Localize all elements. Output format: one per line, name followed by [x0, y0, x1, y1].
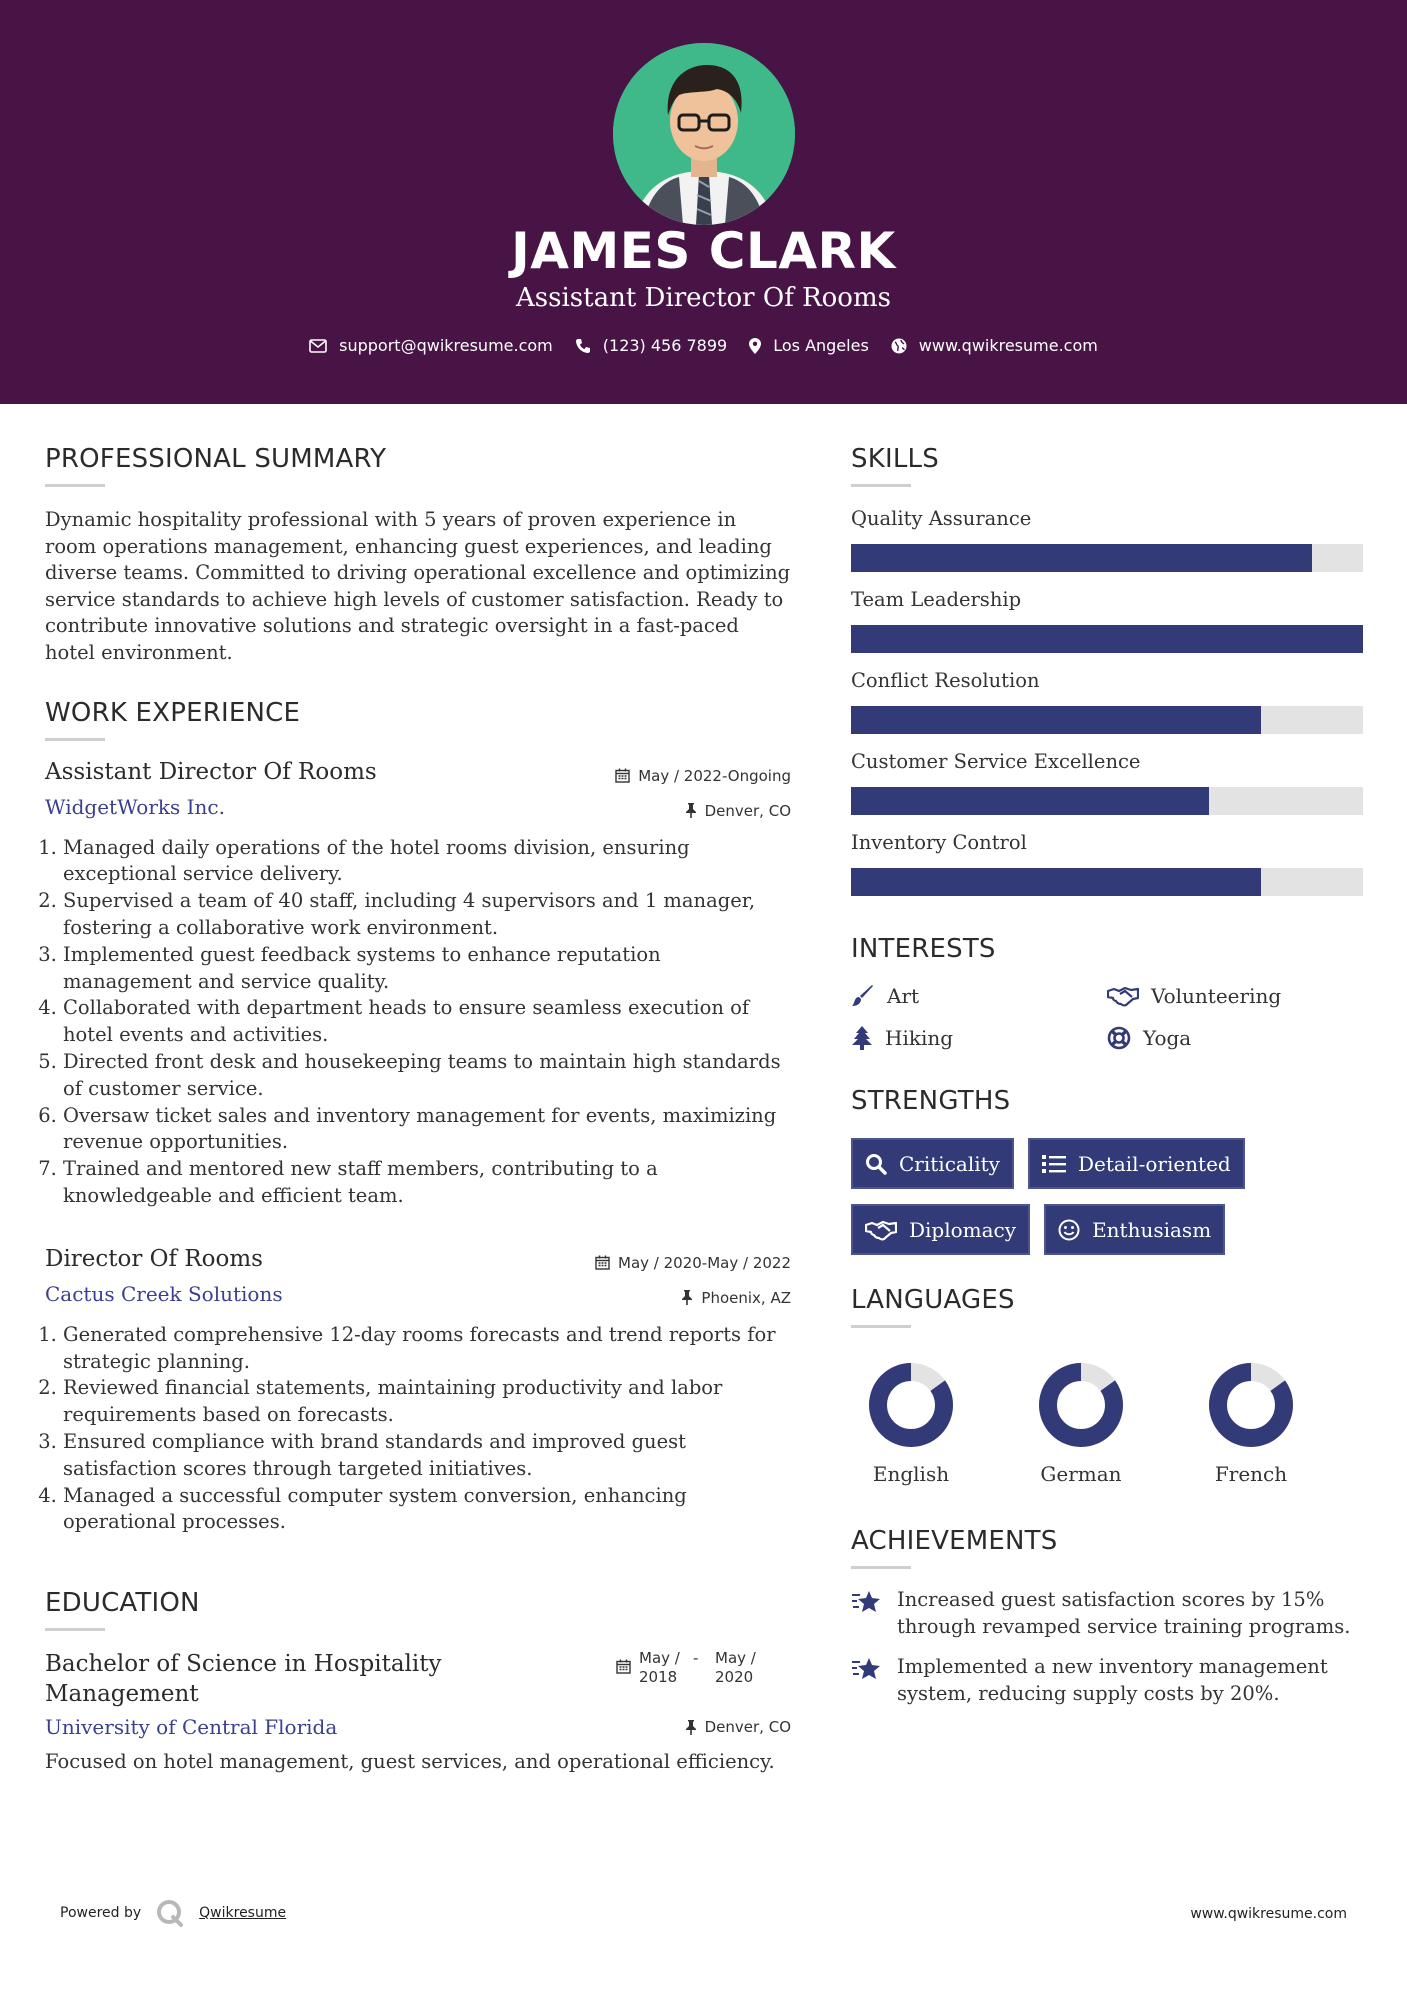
- strength-label: Criticality: [899, 1151, 1000, 1176]
- achievement-item: [851, 1654, 1363, 1707]
- section-divider: [851, 1325, 911, 1328]
- education-entry: [45, 1649, 791, 1776]
- language-donut: [868, 1362, 954, 1448]
- language-label: German: [1040, 1462, 1122, 1486]
- job-dates-text: May / 2022-Ongoing: [638, 766, 791, 785]
- interests-section: [851, 934, 1363, 1050]
- contact-email-text: support@qwikresume.com: [339, 336, 553, 355]
- resume-header: [0, 0, 1407, 404]
- education-description: Focused on hotel management, guest services, and operational efficiency.: [45, 1750, 775, 1774]
- skill-label: Customer Service Excellence: [851, 750, 1141, 773]
- job-entry: [45, 1246, 791, 1536]
- footer-website[interactable]: www.qwikresume.com: [1190, 1906, 1347, 1922]
- strength-tag: [851, 1204, 1030, 1255]
- job-dates-text: May / 2020-May / 2022: [618, 1253, 791, 1272]
- job-location-text: Phoenix, AZ: [701, 1288, 791, 1307]
- skill-bar-fill: [851, 544, 1312, 572]
- skill-bar-fill: [851, 787, 1209, 815]
- education-end: May / 2020: [715, 1649, 756, 1687]
- languages-section: [851, 1285, 1363, 1486]
- calendar-icon: [615, 768, 630, 783]
- list-item: 1. Generated comprehensive 12-day rooms forecasts and trend reports for strategic planning.: [63, 1322, 791, 1376]
- contact-phone[interactable]: [575, 336, 727, 355]
- achievement-text: Implemented a new inventory management system, reducing supply costs by 20%.: [897, 1655, 1328, 1705]
- strength-tag: [1044, 1204, 1225, 1255]
- achievements-section: [851, 1526, 1363, 1707]
- strength-label: Enthusiasm: [1092, 1217, 1212, 1242]
- candidate-role: Assistant Director Of Rooms: [516, 283, 891, 313]
- person-portrait-icon: [613, 43, 795, 225]
- education-title: EDUCATION: [45, 1588, 200, 1619]
- achievements-title: ACHIEVEMENTS: [851, 1526, 1058, 1556]
- life-ring-icon: [1107, 1026, 1131, 1050]
- section-divider: [45, 738, 105, 741]
- left-column: [45, 444, 791, 1776]
- list-item: 3. Ensured compliance with brand standards and improved guest satisfaction scores through targeted initiatives.: [63, 1429, 791, 1483]
- job-title: Director Of Rooms: [45, 1245, 263, 1272]
- skill-bar-fill: [851, 706, 1261, 734]
- list-item: 5. Directed front desk and housekeeping teams to maintain high standards of customer service.: [63, 1049, 791, 1103]
- handshake-icon: [865, 1219, 897, 1241]
- interest-label: Volunteering: [1151, 984, 1282, 1008]
- profile-photo: [613, 43, 795, 225]
- education-location: [685, 1718, 791, 1736]
- strengths-title: STRENGTHS: [851, 1086, 1011, 1116]
- skill-item: [851, 750, 1363, 815]
- search-icon: [865, 1153, 887, 1175]
- language-label: English: [872, 1462, 950, 1486]
- qwikresume-logo-icon: [155, 1898, 185, 1928]
- powered-by-label: Powered by: [60, 1905, 142, 1921]
- achievement-text: Increased guest satisfaction scores by 15% through revamped service training programs.: [897, 1588, 1351, 1638]
- strength-tag: [1028, 1138, 1245, 1189]
- job-entry: [45, 759, 791, 1210]
- list-item: 7. Trained and mentored new staff members, contributing to a knowledgeable and efficient team.: [63, 1156, 791, 1210]
- language-item: [1191, 1362, 1361, 1486]
- interest-item: [1107, 984, 1363, 1008]
- experience-title: WORK EXPERIENCE: [45, 697, 301, 728]
- map-pin-icon: [749, 338, 761, 354]
- experience-section: [45, 698, 791, 1537]
- list-item: 2. Supervised a team of 40 staff, including 4 supervisors and 1 manager, fostering a collaborative work environment.: [63, 888, 791, 942]
- language-item: [1021, 1362, 1191, 1486]
- phone-icon: [575, 338, 591, 354]
- summary-section: [45, 444, 791, 667]
- contact-location: [749, 336, 869, 355]
- interest-label: Hiking: [885, 1026, 954, 1050]
- skill-bar-track: [851, 868, 1363, 896]
- strengths-list: [851, 1138, 1363, 1255]
- contact-bar: [0, 336, 1407, 355]
- summary-text: Dynamic hospitality professional with 5 years of proven experience in room operations management, enhancing guest experiences, and leading diverse teams. Committed to driving operational excellence and optimizing service standards to achieve high levels of customer satisfaction. Ready to contribute innovative solutions and strategic oversight in a fast-paced hotel environment.: [45, 508, 791, 664]
- skill-bar-track: [851, 544, 1363, 572]
- calendar-icon: [595, 1255, 610, 1270]
- smile-icon: [1058, 1219, 1080, 1241]
- contact-website[interactable]: [891, 336, 1098, 355]
- skills-title: SKILLS: [851, 444, 939, 474]
- section-divider: [45, 1628, 105, 1631]
- skill-item: [851, 831, 1363, 896]
- skill-label: Quality Assurance: [851, 507, 1032, 530]
- job-responsibilities: [45, 1322, 791, 1536]
- calendar-icon: [616, 1659, 631, 1674]
- globe-icon: [891, 338, 907, 354]
- languages-title: LANGUAGES: [851, 1285, 1015, 1315]
- skill-bar-fill: [851, 868, 1261, 896]
- job-location: [685, 802, 791, 820]
- interest-item: [851, 1026, 1107, 1050]
- contact-website-text: www.qwikresume.com: [918, 336, 1098, 355]
- paintbrush-icon: [851, 985, 875, 1007]
- job-title: Assistant Director Of Rooms: [45, 758, 377, 785]
- job-location: [681, 1289, 791, 1307]
- contact-location-text: Los Angeles: [773, 336, 869, 355]
- section-divider: [45, 484, 105, 487]
- job-dates: [615, 767, 791, 785]
- list-icon: [1042, 1154, 1066, 1174]
- list-item: 3. Implemented guest feedback systems to enhance reputation management and service quality.: [63, 942, 791, 996]
- school-name: University of Central Florida: [45, 1715, 338, 1740]
- language-label: French: [1214, 1462, 1288, 1486]
- section-divider: [851, 484, 911, 487]
- company-name: Cactus Creek Solutions: [45, 1281, 283, 1306]
- achievement-item: [851, 1587, 1363, 1640]
- contact-phone-text: (123) 456 7899: [602, 336, 728, 355]
- strength-label: Detail-oriented: [1077, 1151, 1231, 1176]
- job-responsibilities: [45, 835, 791, 1210]
- list-item: 4. Collaborated with department heads to ensure seamless execution of hotel events and activities.: [63, 995, 791, 1049]
- education-dates: [616, 1649, 791, 1687]
- job-location-text: Denver, CO: [704, 801, 791, 820]
- interest-label: Art: [887, 984, 920, 1008]
- education-section: [45, 1588, 791, 1776]
- interests-list: [851, 984, 1363, 1050]
- envelope-icon: [309, 339, 327, 353]
- interest-label: Yoga: [1143, 1026, 1192, 1050]
- skill-label: Inventory Control: [851, 831, 1027, 854]
- list-item: 2. Reviewed financial statements, maintaining productivity and labor requirements based on forecasts.: [63, 1375, 791, 1429]
- pushpin-icon: [681, 1290, 693, 1305]
- handshake-icon: [1107, 985, 1139, 1007]
- skill-bar-track: [851, 787, 1363, 815]
- language-donut: [1208, 1362, 1294, 1448]
- skill-bar-track: [851, 706, 1363, 734]
- skill-item: [851, 669, 1363, 734]
- tree-icon: [851, 1026, 873, 1050]
- skill-label: Conflict Resolution: [851, 669, 1040, 692]
- list-item: 6. Oversaw ticket sales and inventory management for events, maximizing revenue opportunities.: [63, 1103, 791, 1157]
- summary-title: PROFESSIONAL SUMMARY: [45, 444, 387, 474]
- list-item: 1. Managed daily operations of the hotel rooms division, ensuring exceptional service delivery.: [63, 835, 791, 889]
- pushpin-icon: [685, 1720, 697, 1735]
- list-item: 4. Managed a successful computer system conversion, enhancing operational processes.: [63, 1483, 791, 1537]
- footer-branding: [60, 1898, 286, 1928]
- degree-title: Bachelor of Science in Hospitality Management: [45, 1651, 442, 1708]
- language-donut: [1038, 1362, 1124, 1448]
- section-divider: [851, 1566, 911, 1569]
- skill-bar-fill: [851, 625, 1363, 653]
- interest-item: [1107, 1026, 1363, 1050]
- strength-label: Diplomacy: [909, 1217, 1017, 1242]
- job-dates: [595, 1254, 791, 1272]
- star-award-icon: [851, 1589, 881, 1615]
- strengths-section: [851, 1086, 1363, 1255]
- skill-label: Team Leadership: [851, 588, 1022, 611]
- pushpin-icon: [685, 803, 697, 818]
- skill-bar-track: [851, 625, 1363, 653]
- brand-link[interactable]: Qwikresume: [199, 1905, 287, 1921]
- contact-email[interactable]: [309, 336, 553, 355]
- skills-section: [851, 444, 1363, 896]
- interest-item: [851, 984, 1107, 1008]
- education-location-text: Denver, CO: [704, 1718, 791, 1737]
- date-separator: -: [693, 1649, 699, 1668]
- skill-item: [851, 588, 1363, 653]
- education-start: May / 2018: [639, 1649, 680, 1687]
- interests-title: INTERESTS: [851, 934, 996, 964]
- right-column: [851, 444, 1363, 1707]
- languages-list: [851, 1362, 1363, 1486]
- candidate-name: JAMES CLARK: [511, 222, 896, 280]
- language-item: [851, 1362, 1021, 1486]
- skill-item: [851, 507, 1363, 572]
- strength-tag: [851, 1138, 1014, 1189]
- company-name: WidgetWorks Inc.: [45, 794, 225, 819]
- star-award-icon: [851, 1656, 881, 1682]
